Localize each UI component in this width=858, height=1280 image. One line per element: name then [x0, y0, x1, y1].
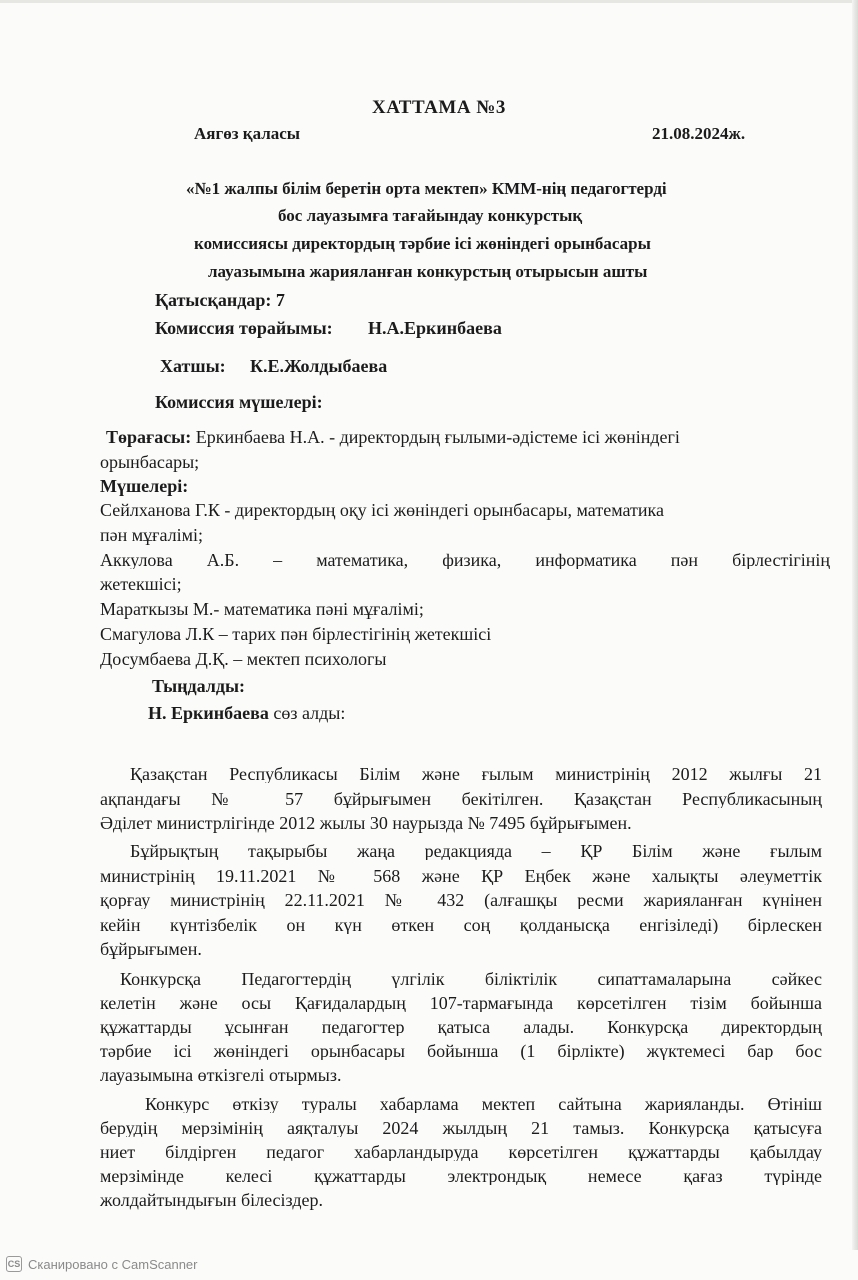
member-3: Мараткызы М.- математика пәні мұғалімі;: [100, 599, 424, 619]
paragraph-4-line-3: ниет білдірген педагог хабарландыруда көрсетілген құжаттарды қабылдау: [100, 1143, 822, 1161]
page-top-edge: [0, 0, 858, 3]
member-5: Досумбаева Д.Қ. – мектеп психологы: [100, 649, 387, 669]
heading-line-3: комиссиясы директордың тәрбие ісі жөніндегі орынбасары: [194, 234, 651, 253]
speaker-rest: сөз алды:: [268, 703, 346, 723]
chair-line: [106, 428, 680, 446]
paragraph-2-line-2: министрінің 19.11.2021 № 568 және ҚР Еңбек және халықты әлеуметтік: [100, 867, 822, 885]
member-1-line-2: пән мұғалімі;: [100, 525, 204, 545]
member-1-line-1: Сейлханова Г.К - директордың оқу ісі жөніндегі орынбасары, математика: [100, 500, 664, 520]
secretary-name: К.Е.Жолдыбаева: [250, 356, 388, 376]
document-title: ХАТТАМА №3: [372, 97, 506, 118]
paragraph-4-line-1: Конкурс өткізу туралы хабарлама мектеп сайтына жарияланды. Өтініш: [145, 1095, 822, 1113]
paragraph-1-line-3: Әділет министрлігінде 2012 жылы 30 наурызда № 7495 бұйрығымен.: [100, 813, 632, 833]
paragraph-3-line-1: Конкурсқа Педагогтердің үлгілік біліктілік сипаттамаларына сәйкес: [120, 970, 822, 988]
paragraph-2-line-5: бұйрығымен.: [100, 939, 202, 959]
listened-label: Тыңдалды:: [152, 676, 246, 696]
members-label: Мүшелері:: [100, 476, 189, 496]
document-date: 21.08.2024ж.: [652, 124, 746, 143]
secretary-label: Хатшы:: [160, 356, 226, 376]
paragraph-3-line-5: лауазымына өткізгелі отырмыз.: [100, 1065, 342, 1085]
chair-role-text: Еркинбаева Н.А. - директордың ғылыми-әдістеме ісі жөніндегі: [191, 427, 680, 447]
member-4: Смагулова Л.К – тарих пән бірлестігінің жетекшісі: [100, 624, 492, 644]
paragraph-2-line-4: кейін күнтізбелік он күн өткен соң қолданысқа енгізіледі) бірлескен: [100, 916, 822, 934]
member-2-line-2: жетекшісі;: [100, 574, 182, 594]
chair-label: Комиссия төрайымы:: [155, 318, 333, 338]
participants-count: Қатысқандар: 7: [155, 290, 285, 310]
camscanner-logo-icon: CS: [6, 1256, 22, 1272]
chair-line-2: орынбасары;: [100, 452, 200, 472]
paragraph-4-line-5: жолдайтындығын білесіздер.: [100, 1190, 323, 1210]
paragraph-3-line-2: келетін және осы Қағидалардың 107-тармағында көрсетілген тізім бойынша: [100, 994, 822, 1012]
members-heading: Комиссия мүшелері:: [155, 392, 323, 412]
scanner-watermark-text: Сканировано с CamScanner: [28, 1256, 198, 1272]
chair-role-label: Төрағасы:: [106, 427, 192, 447]
member-2-line-1: Аккулова А.Б. – математика, физика, информатика пән бірлестігінің: [100, 551, 830, 569]
paragraph-2-line-3: қорғау министрінің 22.11.2021 № 432 (алғашқы ресми жарияланған күнінен: [100, 891, 822, 909]
scanner-watermark: [6, 1256, 197, 1272]
heading-line-4: лауазымына жарияланған конкурстың отырысын ашты: [208, 262, 648, 281]
paragraph-4-line-2: берудің мерзімінің аяқталуы 2024 жылдың 21 тамыз. Конкурсқа қатысуға: [100, 1119, 822, 1137]
chair-name: Н.А.Еркинбаева: [368, 318, 502, 338]
speaker-line: [148, 704, 345, 722]
city-label: Аягөз қаласы: [194, 124, 301, 143]
paragraph-1-line-1: Қазақстан Республикасы Білім және ғылым министрінің 2012 жылғы 21: [130, 765, 822, 783]
speaker-name: Н. Еркинбаева: [148, 703, 269, 723]
heading-line-1: «№1 жалпы білім беретін орта мектеп» КММ-нің педагогтерді: [186, 179, 667, 198]
paragraph-1-line-2: ақпандағы № 57 бұйрығымен бекітілген. Қазақстан Республикасының: [100, 790, 822, 808]
paragraph-3-line-4: тәрбие ісі жөніндегі орынбасары бойынша (1 бірлікте) жүктемесі бар бос: [100, 1042, 822, 1060]
paragraph-4-line-4: мерзімінде келесі құжаттарды электрондық немесе қағаз түрінде: [100, 1167, 822, 1185]
paragraph-2-line-1: Бұйрықтың тақырыбы жаңа редакцияда – ҚР Білім және ғылым: [130, 842, 822, 860]
page-right-edge: [852, 0, 858, 1250]
paragraph-3-line-3: құжаттарды ұсынған педагогтер қатыса алады. Конкурсқа директордың: [100, 1018, 822, 1036]
heading-line-2: бос лауазымға тағайындау конкурстық: [278, 206, 583, 225]
